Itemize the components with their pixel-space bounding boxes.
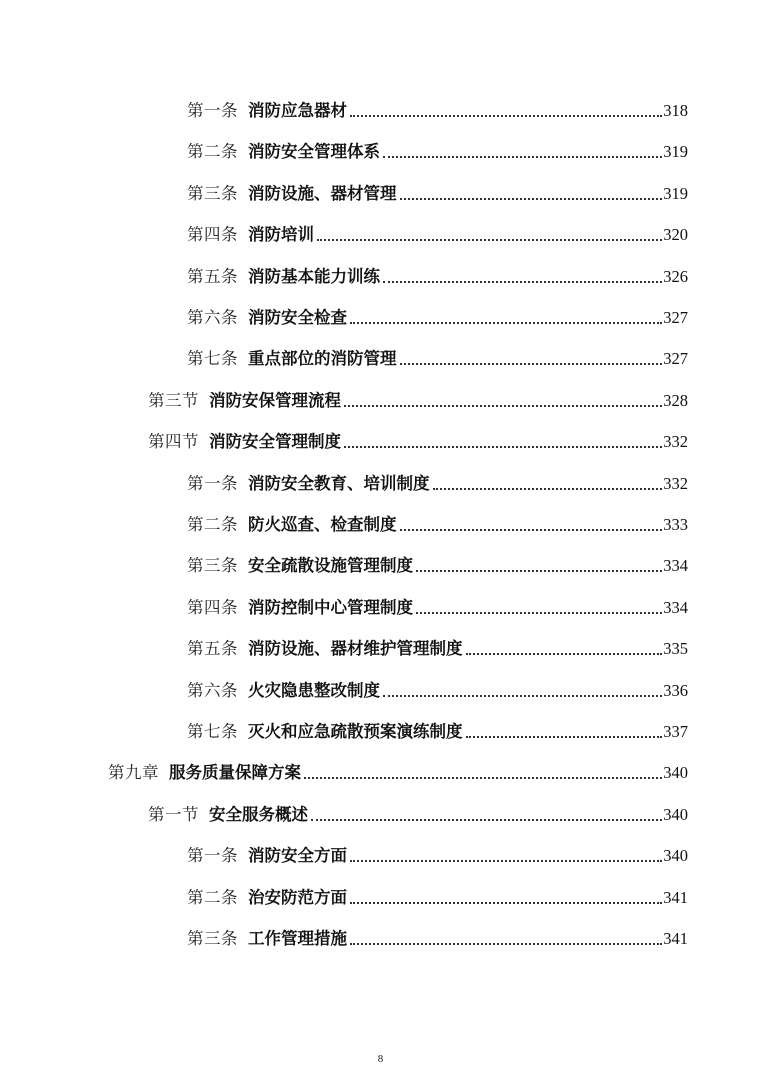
- toc-entry-page: 341: [663, 929, 688, 948]
- toc-dot-leader: [400, 198, 663, 200]
- toc-entry-number: 第一条: [187, 473, 238, 493]
- toc-entry[interactable]: [187, 137, 688, 163]
- toc-entry-page: 341: [663, 887, 688, 907]
- toc-dot-leader: [350, 860, 662, 862]
- toc-entry-number: 第一节: [148, 804, 199, 824]
- toc-entry[interactable]: [187, 593, 688, 619]
- toc-entry-title: 消防设施、器材维护管理制度: [248, 639, 463, 659]
- toc-entry[interactable]: [187, 676, 688, 702]
- toc-entry-number: 第三条: [187, 556, 238, 576]
- toc-entry-number: 第二条: [187, 142, 238, 162]
- toc-dot-leader: [350, 902, 662, 904]
- toc-entry-page: 327: [663, 349, 688, 369]
- toc-dot-leader: [383, 281, 662, 283]
- toc-entry[interactable]: [187, 924, 688, 950]
- toc-dot-leader: [466, 736, 663, 738]
- toc-entry[interactable]: [187, 551, 688, 577]
- toc-entry[interactable]: [187, 717, 688, 743]
- toc-dot-leader: [400, 363, 663, 365]
- toc-entry-title: 安全疏散设施管理制度: [248, 556, 413, 576]
- toc-dot-leader: [344, 405, 662, 407]
- toc-entry-number: 第一条: [187, 846, 238, 866]
- toc-entry-title: 火灾隐患整改制度: [248, 680, 380, 700]
- toc-entry-page: 319: [663, 142, 688, 162]
- toc-entry-number: 第三节: [148, 390, 199, 410]
- toc-entry-title: 服务质量保障方案: [169, 763, 301, 783]
- toc-entry-page: 328: [663, 390, 688, 410]
- toc-entry-title: 消防安全检查: [248, 308, 347, 327]
- toc-entry[interactable]: [187, 303, 688, 329]
- toc-entry-number: 第六条: [187, 308, 238, 327]
- toc-dot-leader: [416, 570, 662, 572]
- toc-entry-page: 332: [663, 432, 688, 452]
- toc-entry-title: 消防基本能力训练: [248, 266, 380, 286]
- toc-entry-page: 318: [663, 101, 688, 120]
- toc-entry[interactable]: [187, 344, 688, 370]
- toc-entry-number: 第七条: [187, 349, 238, 369]
- toc-dot-leader: [311, 819, 662, 821]
- toc-entry-title: 安全服务概述: [209, 804, 308, 824]
- toc-entry-number: 第四节: [148, 432, 199, 452]
- toc-entry-title: 消防安全教育、培训制度: [248, 473, 430, 493]
- toc-dot-leader: [416, 612, 662, 614]
- toc-entry-number: 第五条: [187, 266, 238, 286]
- toc-dot-leader: [350, 322, 662, 324]
- toc-entry-page: 326: [663, 266, 688, 286]
- toc-entry-page: 319: [663, 183, 688, 203]
- toc-entry-page: 340: [663, 846, 688, 866]
- toc-entry-number: 第四条: [187, 225, 238, 245]
- toc-entry[interactable]: [187, 510, 688, 536]
- toc-dot-leader: [344, 446, 662, 448]
- toc-dot-leader: [304, 777, 662, 779]
- toc-entry-number: 第一条: [187, 101, 238, 120]
- toc-entry-page: 336: [663, 680, 688, 700]
- toc-entry-title: 消防培训: [248, 225, 314, 245]
- toc-entry-number: 第三条: [187, 183, 238, 203]
- toc-entry[interactable]: [148, 427, 688, 453]
- toc-entry-page: 337: [663, 722, 688, 741]
- toc-entry-page: 334: [663, 556, 688, 576]
- toc-entry-title: 消防控制中心管理制度: [248, 597, 413, 617]
- toc-entry[interactable]: [187, 262, 688, 288]
- toc-entry-title: 消防安全方面: [248, 846, 347, 866]
- toc-entry[interactable]: [187, 634, 688, 660]
- toc-entry-title: 消防安全管理体系: [248, 142, 380, 162]
- toc-entry-title: 重点部位的消防管理: [248, 349, 397, 369]
- toc-entry-page: 332: [663, 473, 688, 493]
- toc-entry-title: 防火巡查、检查制度: [248, 515, 397, 534]
- toc-dot-leader: [350, 115, 662, 117]
- toc-entry-page: 333: [663, 515, 688, 534]
- toc-entry-page: 340: [663, 804, 688, 824]
- toc-entry[interactable]: [187, 469, 688, 495]
- toc-dot-leader: [400, 529, 663, 531]
- toc-dot-leader: [317, 239, 662, 241]
- toc-entry-title: 消防安保管理流程: [209, 390, 341, 410]
- toc-entry-number: 第二条: [187, 887, 238, 907]
- toc-entry-title: 消防设施、器材管理: [248, 183, 397, 203]
- toc-entry[interactable]: [187, 96, 688, 122]
- toc-entry[interactable]: [148, 386, 688, 412]
- toc-dot-leader: [383, 156, 662, 158]
- toc-entry-title: 治安防范方面: [248, 887, 347, 907]
- page-number: 8: [377, 1053, 384, 1065]
- toc-entry-number: 第七条: [187, 722, 238, 741]
- toc-entry[interactable]: [187, 883, 688, 909]
- toc-dot-leader: [350, 943, 662, 945]
- toc-entry-number: 第九章: [108, 763, 159, 783]
- toc-entry-number: 第三条: [187, 929, 238, 948]
- toc-entry-title: 灭火和应急疏散预案演练制度: [248, 722, 463, 741]
- toc-entry-number: 第二条: [187, 515, 238, 534]
- toc-entry-number: 第六条: [187, 680, 238, 700]
- toc-entry-title: 消防应急器材: [248, 101, 347, 120]
- toc-dot-leader: [466, 653, 663, 655]
- toc-entry-page: 320: [663, 225, 688, 245]
- toc-entry-title: 消防安全管理制度: [209, 432, 341, 452]
- toc-entry-page: 335: [663, 639, 688, 659]
- toc-entry-page: 327: [663, 308, 688, 327]
- toc-entry[interactable]: [148, 800, 688, 826]
- toc-entry-title: 工作管理措施: [248, 929, 347, 948]
- toc-entry-number: 第四条: [187, 597, 238, 617]
- toc-entry-page: 340: [663, 763, 688, 783]
- toc-dot-leader: [433, 488, 663, 490]
- toc-entry-number: 第五条: [187, 639, 238, 659]
- toc-entry[interactable]: [187, 220, 688, 246]
- toc-entry[interactable]: [187, 179, 688, 205]
- toc-entry-page: 334: [663, 597, 688, 617]
- toc-entry[interactable]: [187, 841, 688, 867]
- toc-entry[interactable]: [108, 758, 688, 784]
- toc-dot-leader: [383, 695, 662, 697]
